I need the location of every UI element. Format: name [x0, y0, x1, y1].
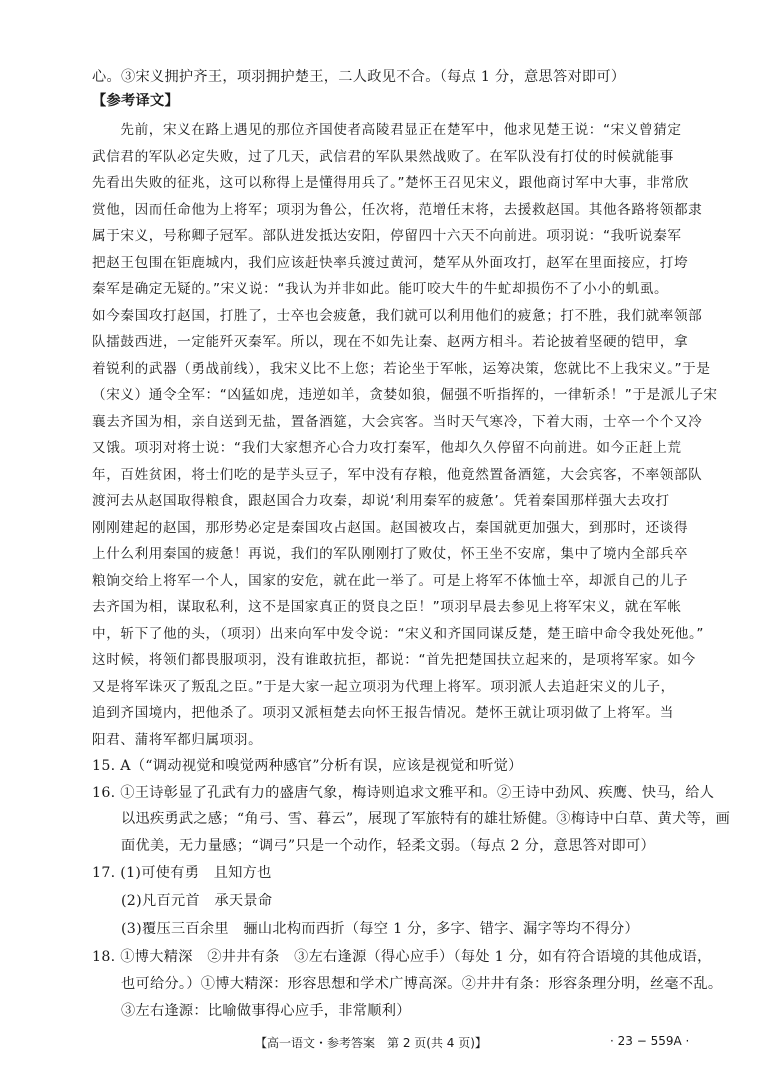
text-line: 秦军是确定无疑的。”宋义说：“我认为并非如此。能叮咬大牛的牛虻却损伤不了小小的虮虱。	[92, 281, 669, 297]
text-line: 武信君的军队必定失败，过了几天，武信君的军队果然战败了。在军队没有打仗的时候就能事	[92, 149, 674, 165]
text-line: 以迅疾勇武之感；“角弓、雪、暮云”，展现了军旅特有的雄壮矫健。③梅诗中白草、黄犬等，画	[92, 811, 731, 827]
text-line: 阳君、蒲将军都归属项羽。	[92, 732, 263, 748]
text-line: 襄去齐国为相，亲自送到无盐，置备酒筵，大会宾客。当时天气寒冷，下着大雨，士卒一个个又冷	[92, 414, 703, 430]
text-line: 把赵王包围在钜鹿城内，我们应该赶快率兵渡过黄河，楚军从外面攻打，赵军在里面接应，打垮	[92, 255, 689, 271]
text-line: 粮饷交给上将军一个人，国家的安危，就在此一举了。可是上将军不体恤士卒，却派自己的儿子	[92, 573, 689, 589]
footer-code: · 23 − 559A ·	[610, 1034, 690, 1048]
text-line: 16. ①王诗彰显了孔武有力的盛唐气象，梅诗则追求文雅平和。②王诗中劲风、疾鹰、快马，给人	[92, 785, 715, 801]
text-line: 去齐国为相，谋取私利，这不是国家真正的贤良之臣！”项羽早晨去参见上将军宋义，就在军帐	[92, 599, 682, 615]
section-heading: 【参考译文】	[92, 93, 179, 109]
text-line: (2)凡百元首 承天景命	[92, 893, 273, 909]
text-line: 又饿。项羽对将士说：“我们大家想齐心合力攻打秦军，他却久久停留不向前进。如今正赶上荒	[92, 440, 682, 456]
text-line: 赏他，因而任命他为上将军；项羽为鲁公，任次将，范增任末将，去援救赵国。其他各路将领都隶	[92, 202, 703, 218]
text-line: 上什么利用秦国的疲惫！再说，我们的军队刚刚打了败仗，怀王坐不安席，集中了境内全部兵卒	[92, 546, 689, 562]
text-line: 面优美，无力量感；“调弓”只是一个动作，轻柔文弱。（每点 2 分，意思答对即可）	[92, 838, 655, 854]
text-line: (3)覆压三百余里 骊山北构而西折（每空 1 分，多字、错字、漏字等均不得分）	[92, 921, 640, 937]
text-line: 如今秦国攻打赵国，打胜了，士卒也会疲惫，我们就可以利用他们的疲惫；打不胜，我们就率领部	[92, 308, 703, 324]
page-footer	[0, 1032, 764, 1054]
text-line: 又是将军诛灭了叛乱之臣。”于是大家一起立项羽为代理上将军。项羽派人去追赶宋义的儿子，	[92, 679, 675, 695]
text-line: 追到齐国境内，把他杀了。项羽又派桓楚去向怀王报告情况。楚怀王就让项羽做了上将军。当	[92, 705, 674, 721]
text-line: 先看出失败的征兆，这可以称得上是懂得用兵了。”楚怀王召见宋义，跟他商讨军中大事，非常欣	[92, 175, 689, 191]
text-line: 心。③宋义拥护齐王，项羽拥护楚王，二人政见不合。（每点 1 分，意思答对即可）	[92, 69, 626, 85]
text-line: 这时候，将领们都畏服项羽，没有谁敢抗拒，都说：“首先把楚国扶立起来的，是项将军家。如今	[92, 652, 696, 668]
text-line: （宋义）通令全军：“凶猛如虎，违逆如羊，贪婪如狼，倔强不听指挥的，一律斩杀！”于是派儿子宋	[92, 387, 718, 403]
text-line: 年，百姓贫困，将士们吃的是芋头豆子，军中没有存粮，他竟然置备酒筵，大会宾客，不率领部队	[92, 467, 703, 483]
text-line: 先前，宋义在路上遇见的那位齐国使者高陵君显正在楚军中，他求见楚王说：“宋义曾猜定	[92, 122, 682, 138]
text-line: 着锐利的武器（勇战前线），我宋义比不上您；若论坐于军帐，运筹决策，您就比不上我宋义。”于是	[92, 361, 711, 377]
footer-page-info: 【高一语文・参考答案 第 2 页(共 4 页)】	[255, 1036, 487, 1050]
text-line: 刚刚建起的赵国，那形势必定是秦国攻占赵国。赵国被攻占，秦国就更加强大，到那时，还谈得	[92, 520, 689, 536]
text-line: 17. (1)可使有勇 且知方也	[92, 865, 272, 881]
text-line: 属于宋义，号称卿子冠军。部队进发抵达安阳，停留四十六天不向前进。项羽说：“我听说秦军	[92, 228, 682, 244]
text-line: ③左右逢源：比喻做事得心应手，非常顺利）	[92, 1003, 411, 1019]
text-line: 也可给分。）①博大精深：形容思想和学术广博高深。②井井有条：形容条理分明，丝毫不乱。	[92, 976, 723, 992]
text-line: 队擂鼓西进，一定能歼灭秦军。所以，现在不如先让秦、赵两方相斗。若论披着坚硬的铠甲，拿	[92, 334, 689, 350]
text-line: 15. A（“调动视觉和嗅觉两种感官”分析有误，应该是视觉和听觉）	[92, 758, 523, 774]
text-line: 中，斩下了他的头，（项羽）出来向军中发令说：“宋义和齐国同谋反楚，楚王暗中命令我处死他。”	[92, 626, 705, 642]
text-line: 渡河去从赵国取得粮食，跟赵国合力攻秦，却说‘利用秦军的疲惫’。凭着秦国那样强大去攻打	[92, 493, 670, 509]
text-line: 18. ①博大精深 ②井井有条 ③左右逢源（得心应手）（每处 1 分，如有符合语境的其他成语，	[92, 949, 712, 965]
